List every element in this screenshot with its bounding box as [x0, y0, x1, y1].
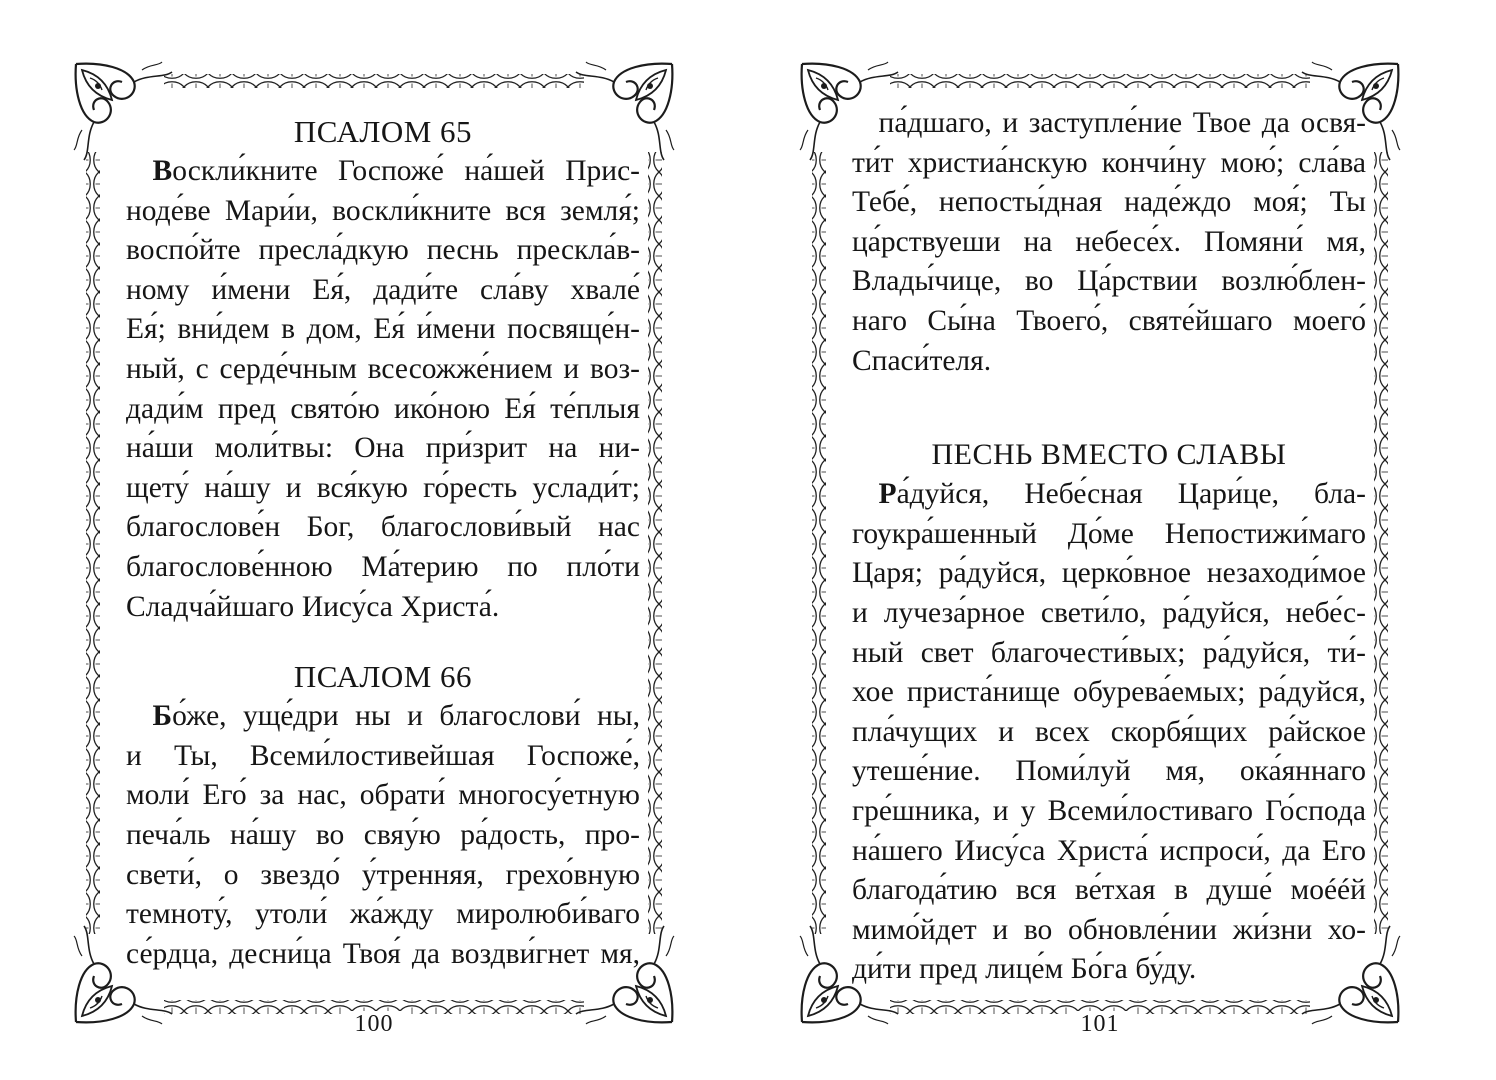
text-line: па́дшаго, и заступле́ние Твое да освя-	[878, 107, 1366, 139]
page-number: 100	[64, 1009, 684, 1039]
text-line: ноде́ве Мари́и, воскли́кните вся земля́;	[126, 194, 640, 227]
text-line: ди́ти пред лице́м Бо́га бу́ду.	[852, 953, 1197, 986]
text-line: гоукра́шенный До́ме Непостижи́маго	[852, 517, 1366, 550]
text-line: щету́ на́шу и вся́кую го́ресть услади́т;	[126, 471, 640, 504]
right-page	[790, 52, 1410, 1037]
text-line: ный, с серде́чным всесожже́нием и воз-	[126, 352, 640, 385]
text-line: свети́, о звездо́ у́тренняя, грехо́вную	[126, 858, 640, 891]
text-line: и Ты, Всеми́лостивейшая Госпоже́,	[126, 739, 640, 772]
text-line: Влады́чице, во Ца́рствии возлю́блен-	[852, 265, 1366, 298]
page-number: 101	[790, 1009, 1410, 1039]
text-line: Воскли́кните Госпоже́ на́шей Прис-	[152, 155, 640, 187]
text-line: на́ши моли́твы: Она при́зрит на ни-	[126, 432, 640, 465]
text-line: благослове́нною Ма́терию по пло́ти	[126, 550, 640, 583]
text-line: ный свет благочести́вых; ра́дуйся, ти́-	[852, 636, 1366, 669]
text-line: ца́рствуеши на небесе́х. Помяни́ мя,	[852, 225, 1366, 258]
text-line: дади́м пред свято́ю ико́ною Ея́ те́плыя	[126, 392, 640, 425]
text-line: воспо́йте преcла́дкую песнь прескла́в-	[126, 234, 640, 267]
text-line: моли́ Его́ за нас, обрати́ многосу́етную	[126, 779, 640, 812]
text-line: пла́чущих и всех скорбя́щих ра́йское	[852, 715, 1366, 748]
text-line: се́рдца, десни́ца Твоя́ да воздви́гнет мя,	[126, 937, 640, 970]
text-line: благода́тию вся ве́тхая в душе́ моééй	[852, 874, 1366, 907]
psalm-66-heading: ПСАЛОМ 66	[293, 659, 473, 695]
text-line: Спаси́теля.	[852, 344, 992, 377]
text-line: Ра́дуйся, Небе́сная Цари́це, бла-	[878, 478, 1366, 511]
text-line: на́шего Иису́са Христа́ испроси́, да Его	[852, 834, 1366, 867]
psalm-65-text	[126, 152, 640, 627]
text-line: гре́шника, и у Всеми́лостиваго Го́спода	[852, 794, 1366, 827]
psalm-65-heading: ПСАЛОМ 65	[293, 114, 473, 149]
text-line: ному и́мени Ея́, дади́те сла́ву хвале́	[126, 273, 640, 306]
continuation-text	[852, 104, 1366, 381]
text-line: Тебе́, непосты́дная наде́ждо моя́; Ты	[852, 186, 1366, 219]
text-line: Бо́же, уще́дри ны и благослови́ ны,	[152, 700, 640, 733]
text-line: Сладча́йшаго Иису́са Христа́.	[126, 590, 500, 623]
right-text	[852, 104, 1366, 990]
text-line: Ея́; вни́дем в дом, Ея́ и́мени посвяще́н-	[126, 313, 640, 346]
text-line: утеше́ние. Поми́луй мя, ока́яннаго	[852, 755, 1366, 788]
text-line: Царя; ра́дуйся, церко́вное незаходи́мое	[852, 557, 1366, 590]
left-text	[126, 112, 640, 974]
text-line: темноту́, утоли́ жа́жду миролюби́ваго	[126, 898, 640, 931]
text-line: хое приста́нище обурева́емых; ра́дуйся,	[852, 676, 1366, 709]
text-line: благослове́н Бог, благослови́вый нас	[126, 511, 640, 544]
text-line: мимо́йдет и во обновле́нии жи́зни хо-	[852, 913, 1366, 946]
left-page	[64, 52, 684, 1037]
text-line: ти́т христиа́нскую кончи́ну мою́; сла́ва	[852, 146, 1366, 179]
song-heading: ПЕСНЬ ВМЕСТО СЛАВЫ	[931, 438, 1287, 472]
text-line: печа́ль на́шу во свяу́ю ра́дость, про-	[126, 818, 640, 851]
psalm-66-text	[126, 697, 640, 974]
song-text	[852, 475, 1366, 990]
text-line: и лучеза́рное свети́ло, ра́дуйся, небе́с-	[852, 596, 1366, 629]
text-line: наго Сы́на Твоего́, святе́йшаго моего́	[852, 304, 1366, 337]
